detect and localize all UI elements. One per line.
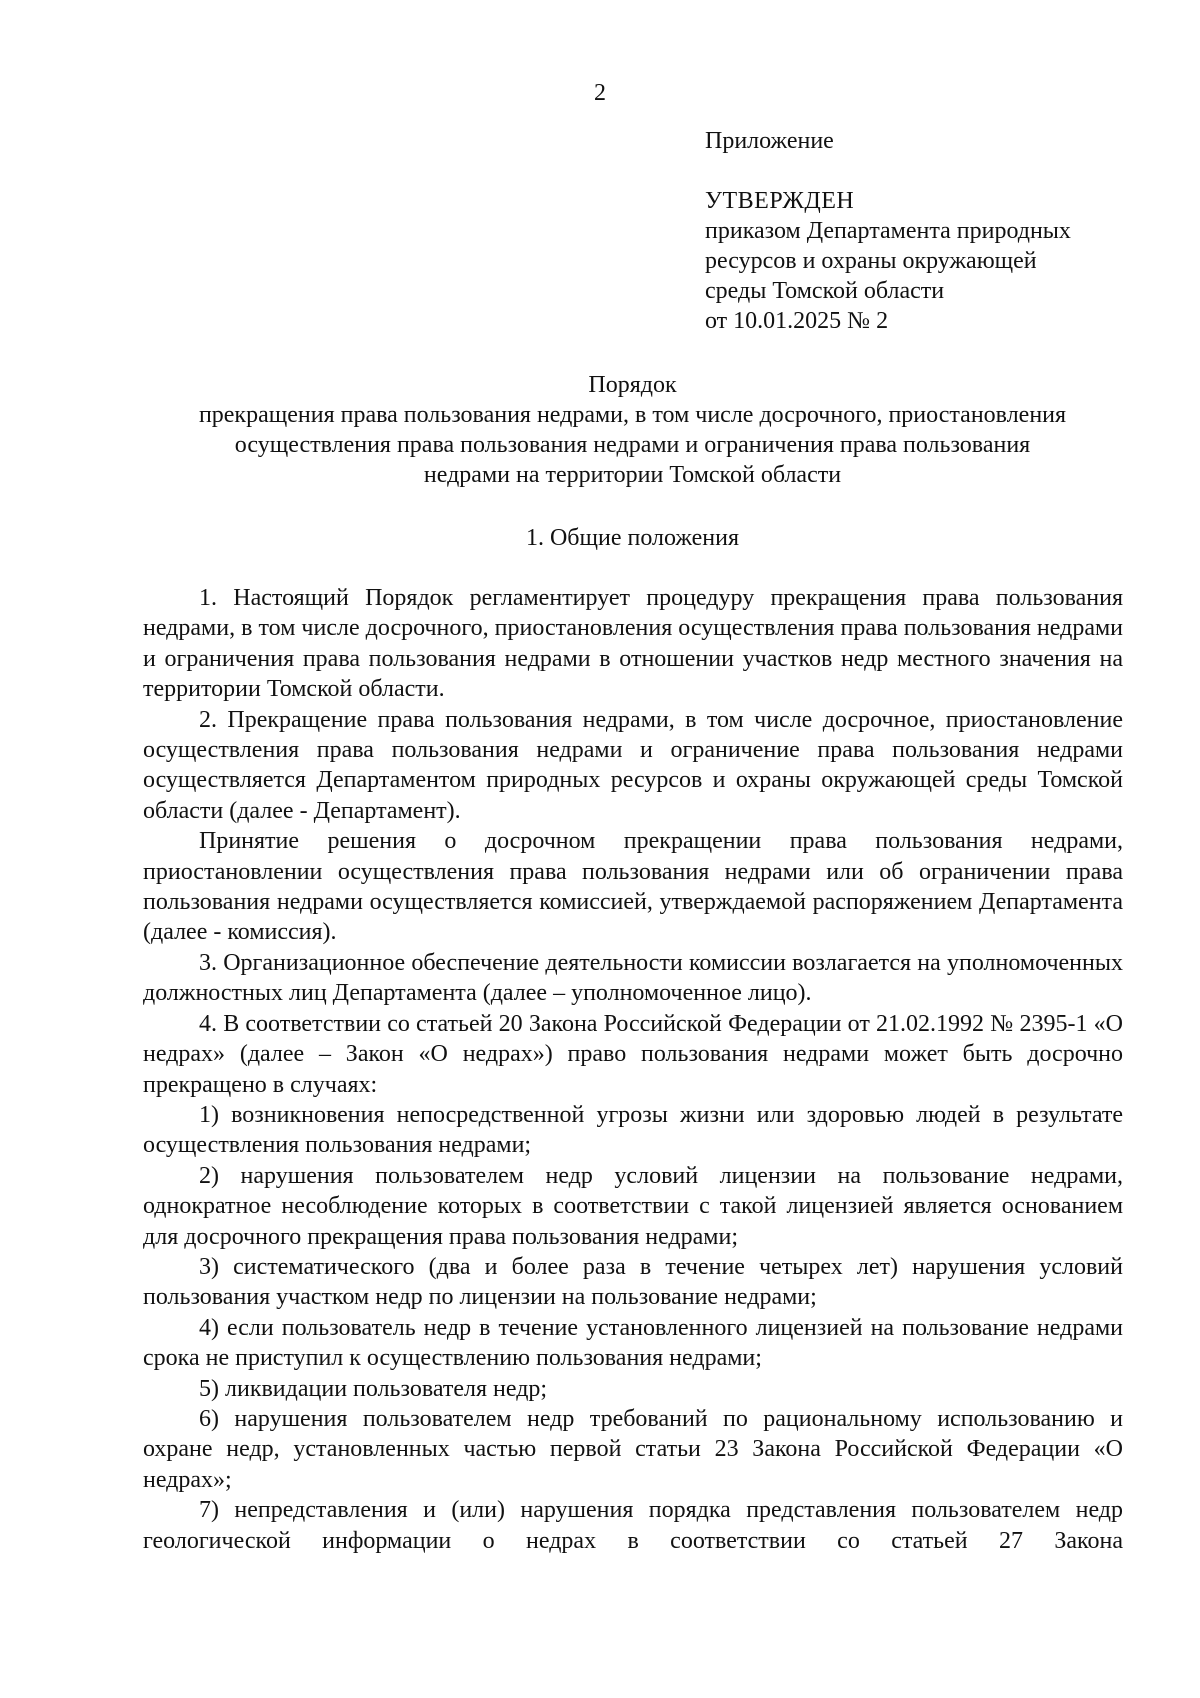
list-item-7: 7) непредставления и (или) нарушения порядка представления пользователем недр геологической информации о недрах в соответствии со статьей 27 Закона (143, 1497, 1123, 1554)
approval-date-number: от 10.01.2025 № 2 (705, 308, 889, 334)
title-heading: Порядок (588, 372, 677, 398)
appendix-label: Приложение (705, 128, 834, 154)
paragraph-3: 3. Организационное обеспечение деятельности комиссии возлагается на уполномоченных должностных лиц Департамента (далее – уполномоченное лицо). (143, 949, 1123, 1007)
list-item-2: 2) нарушения пользователем недр условий лицензии на пользование недрами, однократное несоблюдение которых в соответствии с такой лицензией является основанием для досрочного прекращения права пользования недрами; (143, 1162, 1123, 1250)
paragraph-2-decision: Принятие решения о досрочном прекращении права пользования недрами, приостановлении осуществления права пользования недрами или об ограничении права пользования недрами осуществляется комиссией, утверждаемой распоряжением Департамента (далее - комиссия). (143, 828, 1123, 946)
paragraph-4: 4. В соответствии со статьей 20 Закона Российской Федерации от 21.02.1992 № 2395-1 «О недрах» (далее – Закон «О недрах») право пользования недрами может быть досрочно прекращено в случаях: (143, 1010, 1123, 1098)
paragraph-1: 1. Настоящий Порядок регламентирует процедуру прекращения права пользования недрами, в том числе досрочного, приостановления осуществления права пользования недрами и ограничения права пользования недрами в отношении участков недр местного значения на территории Томской области. (143, 585, 1123, 703)
approval-block (705, 126, 1165, 336)
approval-line: приказом Департамента природных (705, 218, 1071, 244)
title-line: осуществления права пользования недрами и ограничения права пользования (234, 432, 1031, 458)
list-item-6: 6) нарушения пользователем недр требований по рациональному использованию и охране недр, установленных частью первой статьи 23 Закона Российской Федерации «О недрах»; (143, 1405, 1123, 1493)
list-item-5: 5) ликвидации пользователя недр; (199, 1375, 548, 1402)
approval-line: ресурсов и охраны окружающей (705, 248, 1037, 274)
approved-label: УТВЕРЖДЕН (705, 188, 855, 214)
title-line: недрами на территории Томской области (423, 462, 842, 488)
document-body (143, 583, 1123, 1556)
page-number: 2 (594, 80, 606, 106)
document-title (140, 370, 1125, 490)
paragraph-2: 2. Прекращение права пользования недрами, в том числе досрочное, приостановление осуществления права пользования недрами и ограничение права пользования недрами осуществляется Департаментом природных ресурсов и охраны окружающей среды Томской области (далее - Департамент). (143, 706, 1123, 824)
section-heading: 1. Общие положения (525, 525, 740, 551)
list-item-3: 3) систематического (два и более раза в течение четырех лет) нарушения условий пользования участком недр по лицензии на пользование недрами; (143, 1253, 1123, 1311)
title-line: прекращения права пользования недрами, в том числе досрочного, приостановления (198, 402, 1067, 428)
list-item-4: 4) если пользователь недр в течение установленного лицензией на пользование недрами срока не приступил к осуществлению пользования недрами; (143, 1314, 1123, 1372)
list-item-1: 1) возникновения непосредственной угрозы жизни или здоровью людей в результате осуществления пользования недрами; (143, 1101, 1123, 1159)
approval-line: среды Томской области (705, 278, 945, 304)
